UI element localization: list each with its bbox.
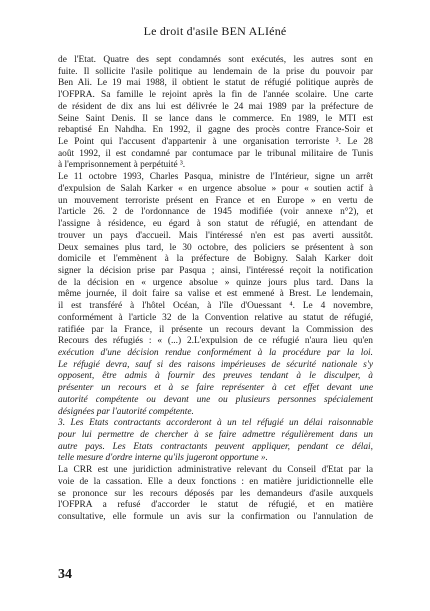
text-line: l'assigne à résidence, eu égard à son statut de réfugié, en attendant de: [58, 219, 373, 230]
text-line: autre pays. Les Etats contractants peuvent appliquer, pendant ce délai,: [58, 441, 373, 452]
text-line: ratifiée par la France, il présente un recours devant la Commission des: [58, 324, 373, 335]
text-line: exécution d'une décision rendue conformément à la procédure par la loi.: [58, 347, 373, 358]
text-line: un mouvement terroriste présent en France et en Europe » en vertu de: [58, 195, 373, 206]
text-line: désignées par l'autorité compétente.: [58, 406, 194, 417]
text-line: signer la décision prise par Pasqua ; ainsi, l'intéressé reçoit la notification: [58, 265, 373, 276]
text-line: de l'État. Quatre des sept condamnés sont exécutés, les autres sont en: [58, 55, 373, 65]
text-line: se prononce sur les recours déposés par les demandeurs d'asile auxquels: [58, 488, 373, 499]
text-line: août 1992, il est condamné par contumace par le tribunal militaire de Tunis: [58, 148, 373, 159]
text-line: de la décision en « urgence absolue » quinze jours plus tard. Dans la: [58, 277, 373, 288]
text-line: voie de la cassation. Elle a deux fonctions : en matière juridictionnelle elle: [58, 476, 373, 487]
text-line: de résident de dix ans lui est délivrée le 24 mai 1989 par la préfecture de: [58, 101, 373, 112]
text-line: d'expulsion de Salah Karker « en urgence absolue » pour « soutien actif à: [58, 183, 373, 194]
text-line: telle mesure d'ordre interne qu'ils jugeront opportune ».: [58, 453, 268, 464]
text-line: rebaptisé En Nahdha. En 1992, il gagne des procès contre France-Soir et: [58, 125, 373, 136]
text-line: consultative, elle formule un avis sur la confirmation ou l'annulation de: [58, 512, 373, 523]
text-line: il est transféré à l'hôtel Océan, à l'île d'Ouessant ⁴. Le 4 novembre,: [58, 301, 373, 312]
page-number: 34: [58, 567, 72, 582]
text-line: l'article 26. 2 de l'ordonnance de 1945 modifiée (voir annexe n°2), et: [58, 207, 373, 218]
text-line: Le Point qui l'accusent d'appartenir à une organisation terroriste ³. Le 28: [58, 137, 373, 148]
text-line: Le 11 octobre 1993, Charles Pasqua, ministre de l'Intérieur, signe un arrêt: [58, 172, 373, 183]
text-line: l'OFPRA. Sa famille le rejoint après la fin de l'année scolaire. Une carte: [58, 90, 373, 101]
text-line: domicile et l'emmènent à la préfecture de Bobigny. Salah Karker doit: [58, 254, 373, 265]
text-line: présenter un recours et à se faire représenter à cet effet devant une: [58, 383, 373, 394]
text-line: Ben Ali. Le 19 mai 1988, il obtient le statut de réfugié politique auprès de: [58, 78, 373, 89]
text-line: autorité compétente ou devant une ou plusieurs personnes spécialement: [58, 394, 373, 405]
text-line: fuite. Il sollicite l'asile politique au lendemain de la prise du pouvoir par: [58, 66, 373, 77]
text-line: conformément à l'article 32 de la Convention relative au statut de réfugié,: [58, 312, 373, 323]
running-head: Le droit d'asile BEN ALIéné: [143, 24, 287, 38]
text-line: même journée, il doit faire sa valise et est emmené à Brest. Le lendemain,: [58, 289, 373, 300]
text-line: Deux semaines plus tard, le 30 octobre, des policiers se présentent à son: [58, 242, 373, 253]
text-line: Seine Saint Denis. Il se lance dans le commerce. En 1989, le MTI est: [58, 113, 373, 124]
text-line: trouver un pays d'accueil. Mais l'intéressé n'en est pas averti aussitôt.: [58, 230, 373, 241]
text-line: pour lui permettre de chercher à se faire admettre régulièrement dans un: [58, 430, 373, 440]
text-line: La CRR est une juridiction administrative relevant du Conseil d'Etat par la: [58, 465, 373, 476]
body-text: [58, 55, 373, 524]
text-line: à l'emprisonnement à perpétuité ³.: [58, 160, 186, 171]
text-line: l'OFPRA a refusé d'accorder le statut de réfugié, et en matière: [58, 500, 373, 511]
text-line: Recours des réfugiés : « (...) 2.L'expulsion de ce réfugié n'aura lieu qu'en: [58, 336, 373, 347]
text-line: opposent, être admis à fournir des preuves tendant à le disculper, à: [58, 371, 373, 382]
text-line: Le réfugié devra, sauf si des raisons impérieuses de sécurité nationale s'y: [58, 359, 373, 370]
text-line: 3. Les Etats contractants accorderont à un tel réfugié un délai raisonnable: [58, 418, 373, 429]
